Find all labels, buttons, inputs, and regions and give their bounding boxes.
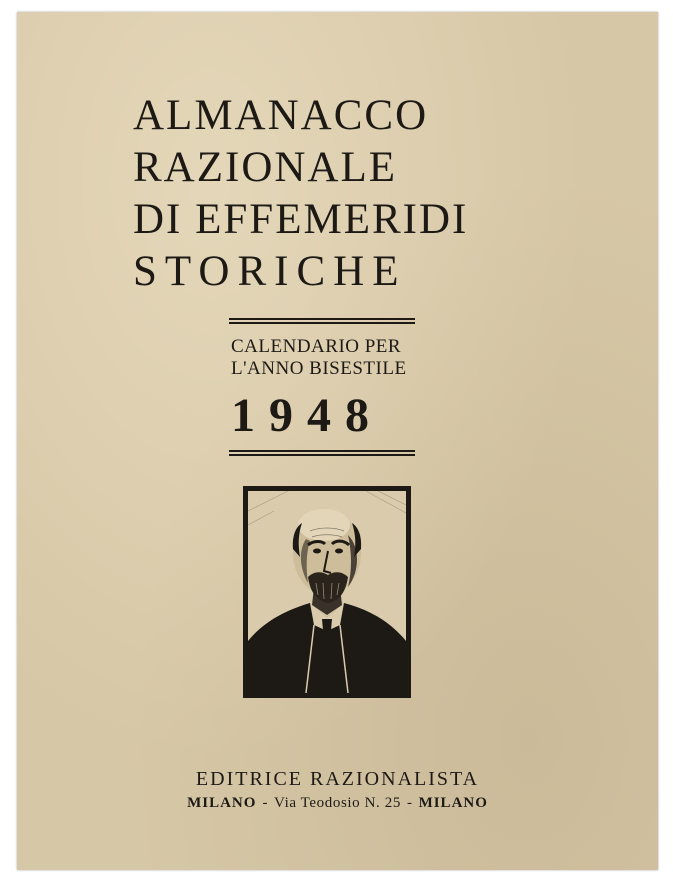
address-city-left: MILANO [187, 795, 257, 811]
subtitle [231, 336, 441, 380]
title-line-2: RAZIONALE [133, 144, 398, 191]
portrait-woodcut [243, 486, 411, 698]
year: 1948 [231, 389, 383, 442]
address-city-right: MILANO [418, 795, 488, 811]
title-line-3: DI EFFEMERIDI [133, 196, 469, 243]
top-double-rule [229, 318, 415, 324]
title-line-4: STORICHE [133, 248, 407, 295]
address-separator-right: - [406, 795, 413, 811]
bottom-double-rule [229, 450, 415, 456]
publisher-name: EDITRICE RAZIONALISTA [195, 768, 480, 790]
address-separator-left: - [262, 795, 269, 811]
publisher-address [17, 795, 658, 812]
title-line-1: ALMANACCO [133, 92, 429, 139]
address-street: Via Teodosio N. 25 [274, 795, 401, 811]
portrait-image [248, 491, 406, 693]
subtitle-line-2: L'ANNO BISESTILE [231, 358, 407, 379]
book-cover [17, 12, 658, 870]
subtitle-line-1: CALENDARIO PER [231, 336, 402, 357]
book-title [133, 90, 553, 298]
